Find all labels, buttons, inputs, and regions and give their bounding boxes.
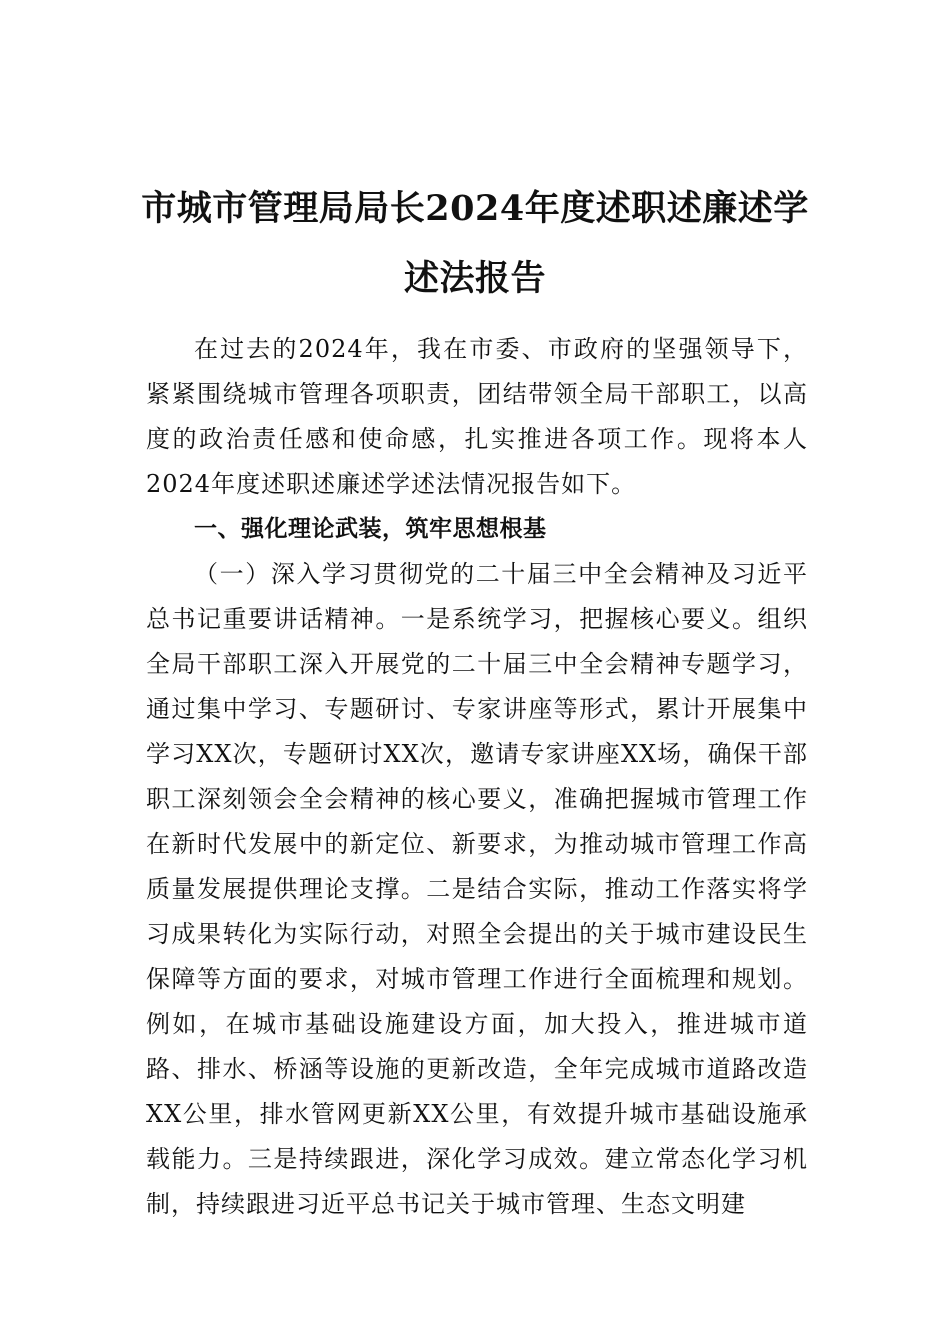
intro-paragraph: 在过去的2024年，我在市委、市政府的坚强领导下，紧紧围绕城市管理各项职责，团结带领全局干部职工，以高度的政治责任感和使命感，扎实推进各项工作。现将本人2024年度述职述廉述学述法情况报告如下。 xyxy=(146,335,808,498)
section-1-paragraph-1: （一）深入学习贯彻党的二十届三中全会精神及习近平总书记重要讲话精神。一是系统学习，把握核心要义。组织全局干部职工深入开展党的二十届三中全会精神专题学习，通过集中学习、专题研讨、专家讲座等形式，累计开展集中学习XX次，专题研讨XX次，邀请专家讲座XX场，确保干部职工深刻领会全会精神的核心要义，准确把握城市管理工作在新时代发展中的新定位、新要求，为推动城市管理工作高质量发展提供理论支撑。二是结合实际，推动工作落实将学习成果转化为实际行动，对照全会提出的关于城市建设民生保障等方面的要求，对城市管理工作进行全面梳理和规划。例如，在城市基础设施建设方面，加大投入，推进城市道路、排水、桥涵等设施的更新改造，全年完成城市道路改造XX公里，排水管网更新XX公里，有效提升城市基础设施承载能力。三是持续跟进，深化学习成效。建立常态化学习机制，持续跟进习近平总书记关于城市管理、生态文明建 xyxy=(146,560,808,1218)
section-1-heading: 一、强化理论武装，筑牢思想根基 xyxy=(194,516,547,542)
title-line-2: 述法报告 xyxy=(403,258,546,300)
document-title xyxy=(140,181,810,307)
title-line-1: 市城市管理局局长2024年度述职述廉述学 xyxy=(141,188,809,230)
document-body xyxy=(146,327,808,1227)
